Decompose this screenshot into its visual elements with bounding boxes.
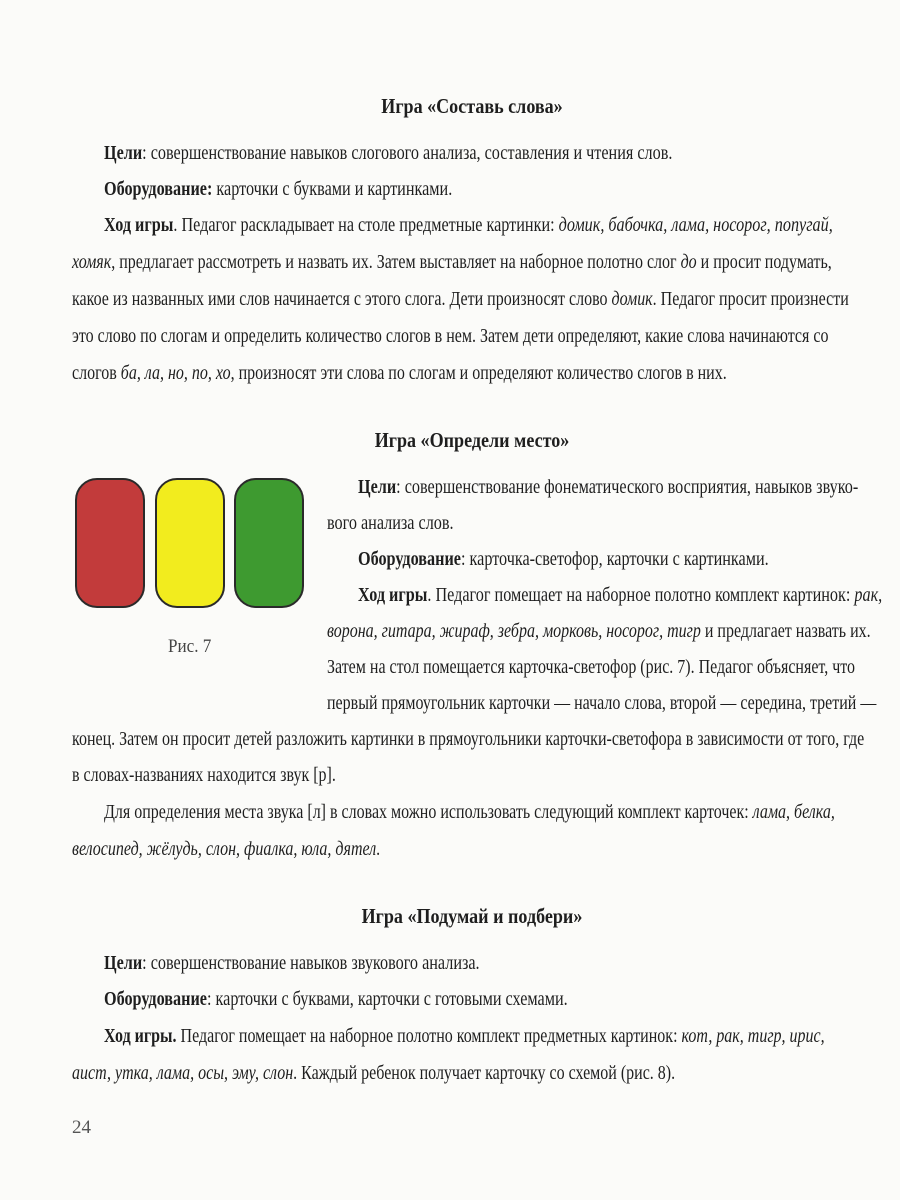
course-line-2-1: Ход игры. Педагог помещает на наборное полотно комплект картинок: рак, <box>358 585 883 606</box>
course-line-4: это слово по слогам и определить количество слогов в нем. Затем дети определяют, какие слова начинаются со <box>72 326 829 347</box>
section-title-find-place: Игра «Определи место» <box>374 428 570 452</box>
goals-line-2b: вого анализа слов. <box>327 513 454 534</box>
goals-label: Цели <box>104 953 143 974</box>
course-label: Ход игры <box>358 585 428 606</box>
course-line-3: какое из названных ими слов начинается с этого слога. Дети произносят слово домик. Педагог просит произнести <box>72 289 849 310</box>
equipment-line: Оборудование: карточки с буквами и картинками. <box>104 179 453 200</box>
yellow-rectangle <box>155 478 225 608</box>
goals-line-2a: Цели: совершенствование фонематического восприятия, навыков звуко- <box>358 477 859 498</box>
course-line-2-6: в словах-названиях находится звук [р]. <box>72 765 336 786</box>
course-line-3-1: Ход игры. Педагог помещает на наборное полотно комплект предметных картинок: кот, рак, тигр, ирис, <box>104 1026 825 1047</box>
red-rectangle <box>75 478 145 608</box>
course-line-2-5: конец. Затем он просит детей разложить картинки в прямоугольники карточки-светофора в зависимости от того, где <box>72 729 865 750</box>
course-line-2-2: ворона, гитара, жираф, зебра, морковь, носорог, тигр и предлагает назвать их. <box>327 621 871 642</box>
equipment-line-3: Оборудование: карточки с буквами, карточки с готовыми схемами. <box>104 989 568 1010</box>
goals-line: Цели: совершенствование навыков слогового анализа, составления и чтения слов. <box>104 143 673 164</box>
section-title-compose-words: Игра «Составь слова» <box>381 94 563 118</box>
goals-label: Цели <box>358 477 397 498</box>
equipment-label: Оборудование <box>358 549 461 570</box>
course-label: Ход игры. <box>104 1026 177 1047</box>
equipment-line-2: Оборудование: карточка-светофор, карточки с картинками. <box>358 549 769 570</box>
course-line-2: хомяк, предлагает рассмотреть и назвать их. Затем выставляет на наборное полотно слог до и просит подумать, <box>72 252 832 273</box>
course-line-1: Ход игры. Педагог раскладывает на столе предметные картинки: домик, бабочка, лама, носорог, попугай, <box>104 215 833 236</box>
course-label: Ход игры <box>104 215 174 236</box>
course-line-2-4: первый прямоугольник карточки — начало слова, второй — середина, третий — <box>327 693 877 714</box>
equipment-label: Оборудование <box>104 989 207 1010</box>
page-number: 24 <box>72 1117 91 1138</box>
course-line-3-2: аист, утка, лама, осы, эму, слон. Каждый ребенок получает карточку со схемой (рис. 8). <box>72 1063 676 1084</box>
course-line-2-3: Затем на стол помещается карточка-светофор (рис. 7). Педагог объясняет, что <box>327 657 856 678</box>
section-title-think-and-pick: Игра «Подумай и подбери» <box>361 904 583 928</box>
goals-label: Цели <box>104 143 143 164</box>
figure-caption: Рис. 7 <box>168 636 212 657</box>
green-rectangle <box>234 478 304 608</box>
l-sound-line-1: Для определения места звука [л] в словах можно использовать следующий комплект карточек: лама, белка, <box>104 802 835 823</box>
equipment-label: Оборудование: <box>104 179 213 200</box>
goals-line-3: Цели: совершенствование навыков звукового анализа. <box>104 953 480 974</box>
course-line-5: слогов ба, ла, но, по, хо, произносят эти слова по слогам и определяют количество слогов в них. <box>72 363 727 384</box>
l-sound-line-2: велосипед, жёлудь, слон, фиалка, юла, дятел. <box>72 839 381 860</box>
